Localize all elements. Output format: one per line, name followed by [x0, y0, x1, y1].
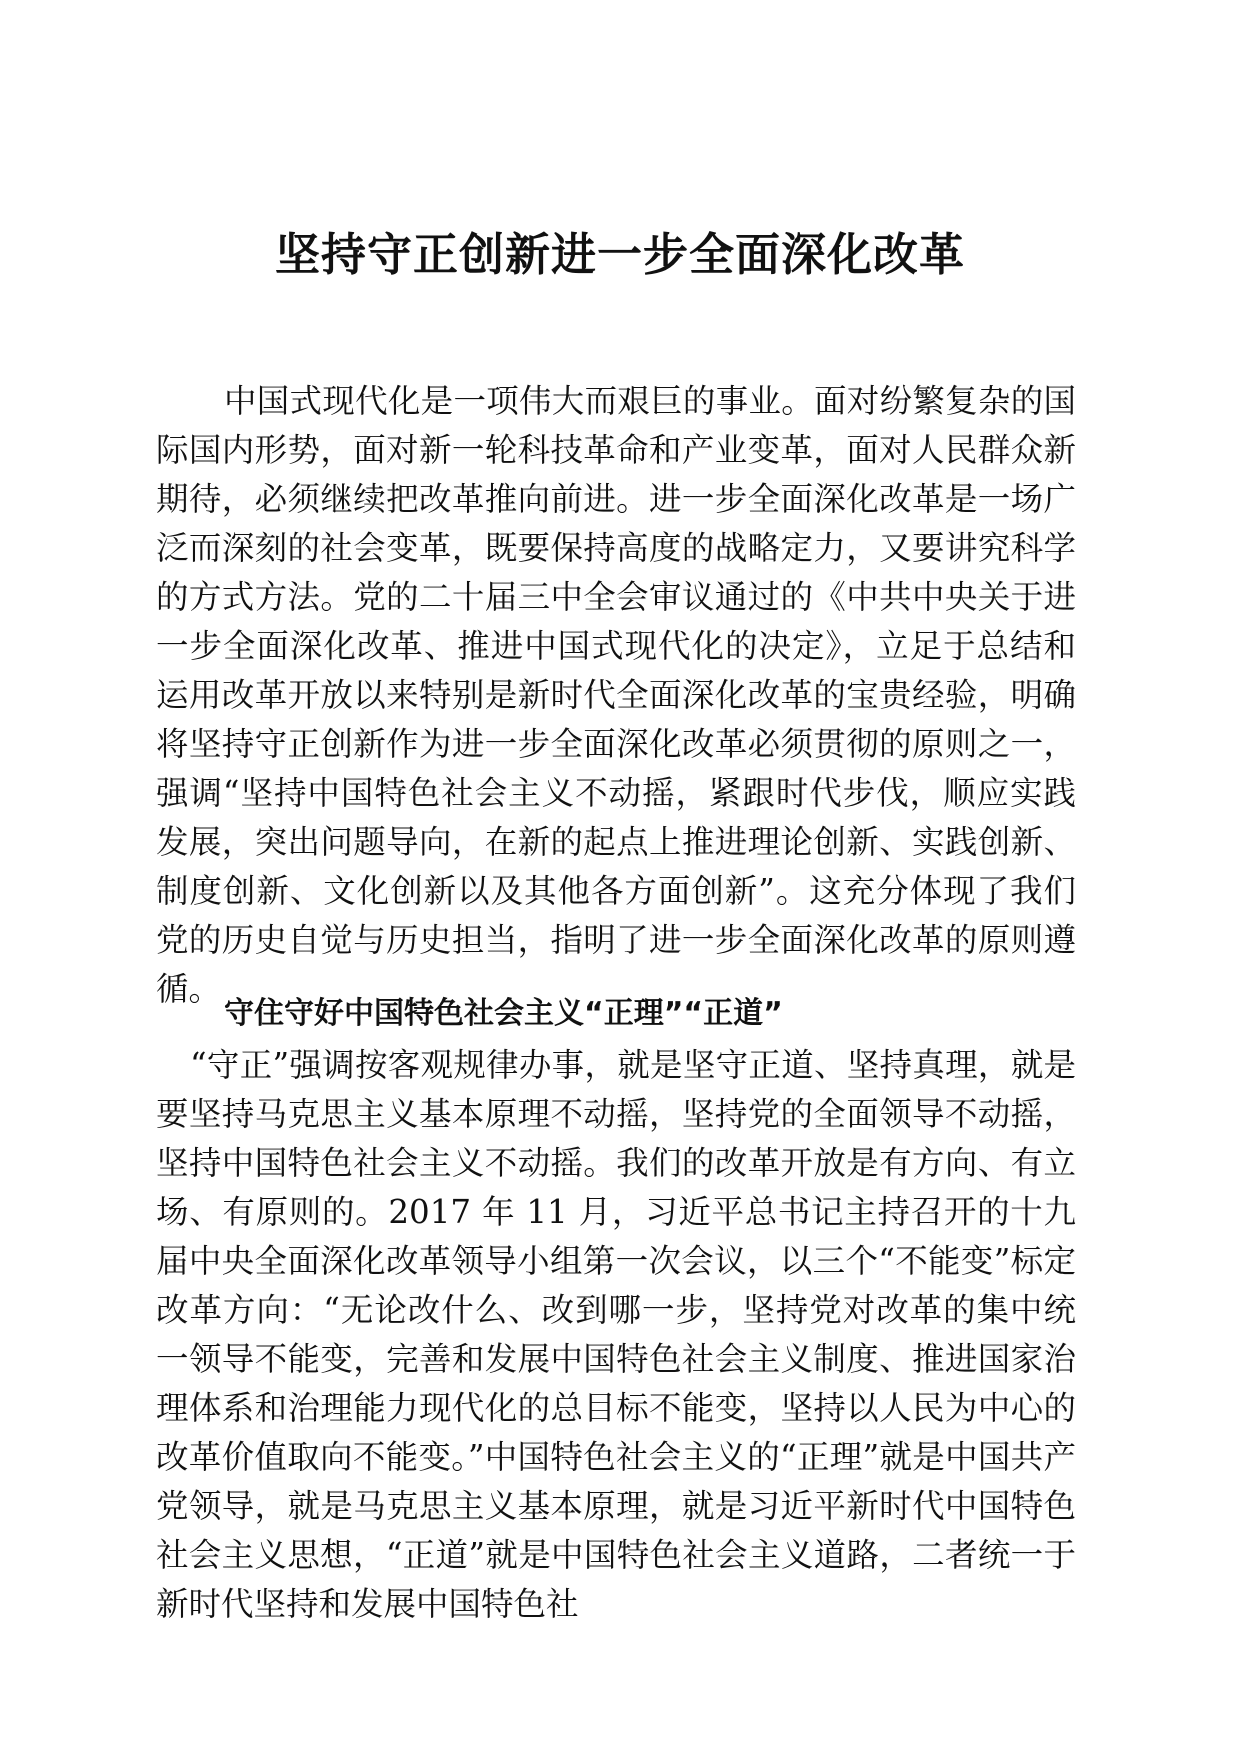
intro-paragraph-text: 中国式现代化是一项伟大而艰巨的事业。面对纷繁复杂的国际国内形势，面对新一轮科技革命和产业变革，面对人民群众新期待，必须继续把改革推向前进。进一步全面深化改革是一场广泛而深刻的社会变革，既要保持高度的战略定力，又要讲究科学的方式方法。党的二十届三中全会审议通过的《中共中央关于进一步全面深化改革、推进中国式现代化的决定》，立足于总结和运用改革开放以来特别是新时代全面深化改革的宝贵经验，明确将坚持守正创新作为进一步全面深化改革必须贯彻的原则之一，强调“坚持中国特色社会主义不动摇，紧跟时代步伐，顺应实践发展，突出问题导向，在新的起点上推进理论创新、实践创新、制度创新、文化创新以及其他各方面创新”。这充分体现了我们党的历史自觉与历史担当，指明了进一步全面深化改革的原则遵循。: [156, 382, 1076, 1008]
section-paragraph-text: “守正”强调按客观规律办事，就是坚守正道、坚持真理，就是要坚持马克思主义基本原理不动摇，坚持党的全面领导不动摇，坚持中国特色社会主义不动摇。我们的改革开放是有方向、有立场、有原则的。2017 年 11 月，习近平总书记主持召开的十九届中央全面深化改革领导小组第一次会议，以三个“不能变”标定改革方向：“无论改什么、改到哪一步，坚持党对改革的集中统一领导不能变，完善和发展中国特色社会主义制度、推进国家治理体系和治理能力现代化的总目标不能变，坚持以人民为中心的改革价值取向不能变。”中国特色社会主义的“正理”就是中国共产党领导，就是马克思主义基本原理，就是习近平新时代中国特色社会主义思想，“正道”就是中国特色社会主义道路，二者统一于新时代坚持和发展中国特色社: [156, 1046, 1076, 1623]
intro-paragraph: [156, 377, 1076, 1014]
document-title: 坚持守正创新进一步全面深化改革: [274, 228, 965, 281]
section-paragraph: [156, 1041, 1076, 1629]
section-heading: 守住守好中国特色社会主义“正理”“正道”: [224, 996, 783, 1031]
